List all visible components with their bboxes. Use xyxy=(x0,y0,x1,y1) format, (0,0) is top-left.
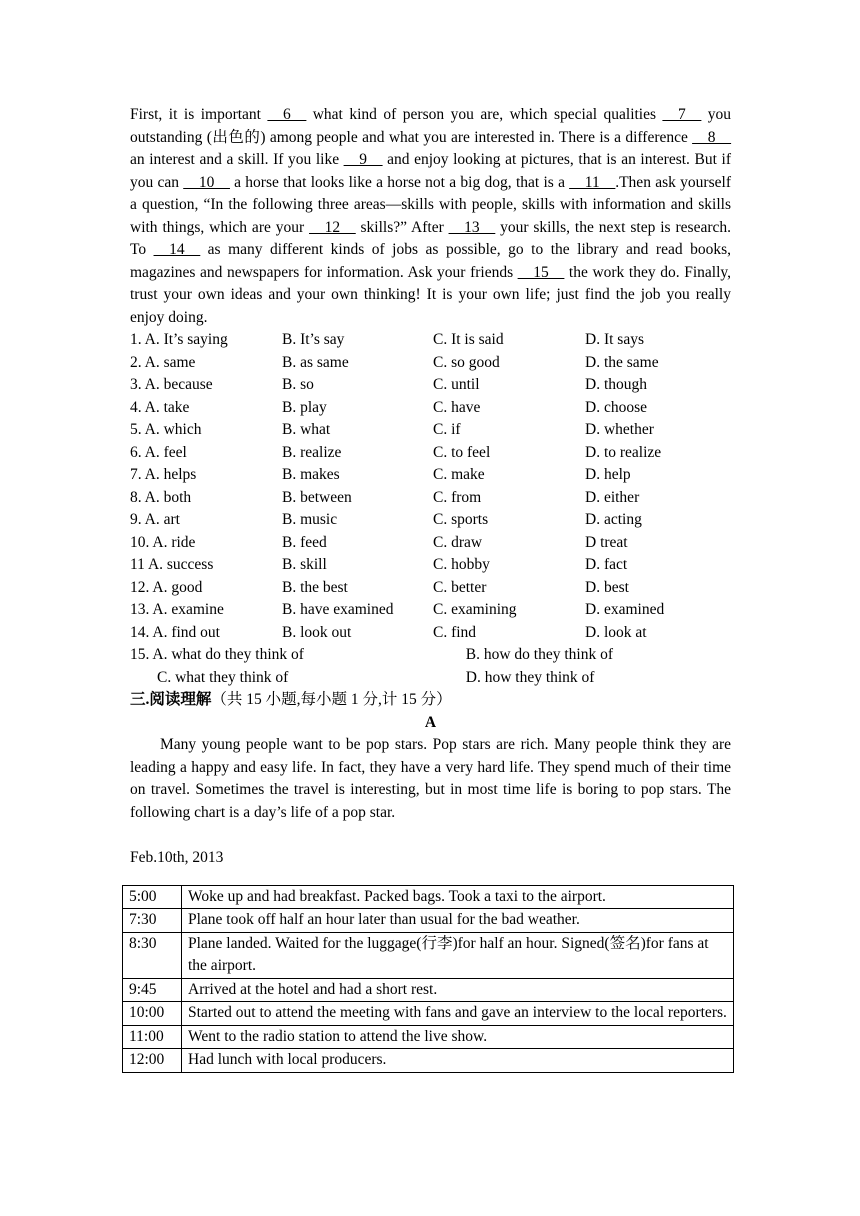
passage-text: First, it is important xyxy=(130,106,268,123)
option-cell: C. from xyxy=(433,488,482,506)
option-cell: 5. A. which xyxy=(130,421,202,438)
schedule-time: 12:00 xyxy=(123,1049,182,1073)
option-15c: C. what they think of xyxy=(157,668,289,686)
option-row xyxy=(130,577,750,600)
schedule-row xyxy=(123,909,734,933)
option-cell: D. look at xyxy=(585,623,647,641)
option-cell: D. help xyxy=(585,466,631,483)
option-cell: C. if xyxy=(433,421,461,438)
option-row xyxy=(130,599,750,622)
blank-7: __7__ xyxy=(662,106,702,123)
blank-15: __15__ xyxy=(517,263,565,281)
passage-text: .Then ask yourself a question, “In the following three areas—skills with people, skills with information and skills with things, which are your xyxy=(130,173,731,236)
blank-10: __10__ xyxy=(183,173,230,191)
blank-12: __12__ xyxy=(309,218,356,236)
option-cell: D. choose xyxy=(585,398,647,416)
option-cell: 12. A. good xyxy=(130,578,203,596)
schedule-event: Arrived at the hotel and had a short rest. xyxy=(182,978,734,1002)
blank-8: __8__ xyxy=(692,128,731,146)
option-cell: 14. A. find out xyxy=(130,623,220,641)
option-cell: D. either xyxy=(585,488,640,506)
schedule-time: 5:00 xyxy=(123,885,182,909)
option-cell: D. fact xyxy=(585,556,628,573)
blank-13: __13__ xyxy=(448,218,496,236)
option-cell: B. have examined xyxy=(282,601,394,618)
schedule-time: 8:30 xyxy=(123,932,182,978)
option-cell: D treat xyxy=(585,533,628,551)
schedule-row xyxy=(123,1002,734,1026)
option-cell: D. examined xyxy=(585,601,665,618)
schedule-date: Feb.10th, 2013 xyxy=(130,848,224,866)
blank-6: __6__ xyxy=(267,106,307,123)
option-cell: 10. A. ride xyxy=(130,533,196,551)
option-row xyxy=(130,464,750,487)
option-cell: D. the same xyxy=(585,353,659,371)
schedule-row xyxy=(123,932,734,978)
option-cell: 4. A. take xyxy=(130,398,190,416)
options-table xyxy=(130,329,750,644)
question-15 xyxy=(130,644,750,689)
option-cell: C. so good xyxy=(433,353,500,371)
option-cell: D. though xyxy=(585,376,647,393)
passage-text: what kind of person you are, which special qualities xyxy=(306,106,663,123)
option-15a: 15. A. what do they think of xyxy=(130,646,304,663)
schedule-event: Started out to attend the meeting with fans and gave an interview to the local reporters. xyxy=(182,1002,734,1026)
option-cell: B. play xyxy=(282,398,327,416)
option-cell: D. acting xyxy=(585,511,642,528)
option-cell: B. as same xyxy=(282,353,349,371)
schedule-time: 7:30 xyxy=(123,909,182,933)
option-cell: 2. A. same xyxy=(130,353,196,371)
option-row xyxy=(130,554,750,577)
passage-text: your skills, the next step is research. To xyxy=(130,218,731,258)
option-cell: B. It’s say xyxy=(282,331,345,348)
option-15b: B. how do they think of xyxy=(465,646,613,663)
option-cell: B. between xyxy=(282,488,352,506)
option-cell: B. realize xyxy=(282,443,342,461)
option-cell: 13. A. examine xyxy=(130,601,224,618)
option-row xyxy=(130,329,750,352)
option-cell: C. to feel xyxy=(433,443,491,461)
option-cell: C. better xyxy=(433,578,487,596)
passage-text: you outstanding (出色的) among people and what you are interested in. There is a difference xyxy=(130,106,732,146)
schedule-event: Plane landed. Waited for the luggage(行李)for half an hour. Signed(签名)for fans at the airport. xyxy=(182,932,734,978)
option-cell: D. best xyxy=(585,578,629,596)
schedule-row xyxy=(123,1049,734,1073)
option-cell: C. It is said xyxy=(433,331,504,348)
schedule-row xyxy=(123,1025,734,1049)
document-page xyxy=(129,104,732,1068)
option-cell: C. sports xyxy=(433,511,489,528)
blank-9: __9__ xyxy=(343,151,383,168)
schedule-time: 11:00 xyxy=(123,1025,182,1049)
option-15d: D. how they think of xyxy=(465,668,595,686)
option-cell: D. It says xyxy=(585,331,644,348)
schedule-event: Had lunch with local producers. xyxy=(182,1049,734,1073)
option-row xyxy=(130,374,750,397)
option-row xyxy=(130,419,750,442)
option-row xyxy=(130,532,750,555)
option-cell: B. the best xyxy=(282,578,348,596)
option-cell: C. find xyxy=(433,623,477,641)
section-heading xyxy=(130,689,731,712)
option-cell: C. have xyxy=(433,398,481,416)
option-cell: 1. A. It’s saying xyxy=(130,331,228,348)
section-note: （共 15 小题,每小题 1 分,计 15 分） xyxy=(211,691,452,708)
option-cell: B. look out xyxy=(282,623,352,641)
option-cell: B. skill xyxy=(282,556,327,573)
passage-text: the work they do. Finally, trust your own ideas and your own thinking! It is your own life; just find the job you really enjoy doing. xyxy=(130,263,732,326)
option-row xyxy=(130,442,750,465)
passage-text: skills?” After xyxy=(355,218,449,236)
option-cell: D. to realize xyxy=(585,443,662,461)
schedule-time: 10:00 xyxy=(123,1002,182,1026)
schedule-event: Woke up and had breakfast. Packed bags. Took a taxi to the airport. xyxy=(182,885,734,909)
passage-text: as many different kinds of jobs as possible, go to the library and read books, magazines and newspapers for information. Ask your friends xyxy=(130,241,731,281)
section-title: 三.阅读理解 xyxy=(130,691,212,708)
option-row xyxy=(130,487,750,510)
passage-letter: A xyxy=(424,713,437,731)
option-cell: 9. A. art xyxy=(130,511,180,528)
option-row xyxy=(130,509,750,532)
passage-text: a horse that looks like a horse not a big dog, that is a xyxy=(229,173,570,191)
option-cell: 7. A. helps xyxy=(130,466,197,483)
cloze-passage xyxy=(130,104,731,329)
option-row xyxy=(130,622,750,645)
option-cell: 11 A. success xyxy=(130,556,214,573)
option-cell: C. make xyxy=(433,466,485,483)
schedule-table xyxy=(122,885,734,1073)
schedule-event: Plane took off half an hour later than usual for the bad weather. xyxy=(182,909,734,933)
option-cell: B. makes xyxy=(282,466,340,483)
option-row xyxy=(130,397,750,420)
option-cell: 3. A. because xyxy=(130,376,213,393)
reading-passage: Many young people want to be pop stars. Pop stars are rich. Many people think they are leading a happy and easy life. In fact, they have a very hard life. They spend much of their time on travel. Sometimes the travel is interesting, but in most time life is boring to pop stars. The following chart is a day’s life of a pop star. xyxy=(130,736,731,821)
option-cell: C. until xyxy=(433,376,480,393)
option-row xyxy=(130,352,750,375)
option-cell: 8. A. both xyxy=(130,488,192,506)
option-cell: B. so xyxy=(282,376,314,393)
option-cell: B. what xyxy=(282,421,331,438)
blank-11: __11__ xyxy=(569,173,616,191)
schedule-time: 9:45 xyxy=(123,978,182,1002)
option-cell: C. examining xyxy=(433,601,517,618)
option-cell: 6. A. feel xyxy=(130,443,187,461)
option-cell: B. music xyxy=(282,511,338,528)
schedule-row xyxy=(123,978,734,1002)
blank-14: __14__ xyxy=(153,241,201,258)
option-cell: C. draw xyxy=(433,533,483,551)
option-cell: C. hobby xyxy=(433,556,490,573)
schedule-event: Went to the radio station to attend the live show. xyxy=(182,1025,734,1049)
passage-text: and enjoy looking at pictures, that is an interest. But if you can xyxy=(130,151,731,191)
option-cell: D. whether xyxy=(585,421,654,438)
schedule-row xyxy=(123,885,734,909)
passage-text: an interest and a skill. If you like xyxy=(130,151,344,168)
option-cell: B. feed xyxy=(282,533,327,551)
